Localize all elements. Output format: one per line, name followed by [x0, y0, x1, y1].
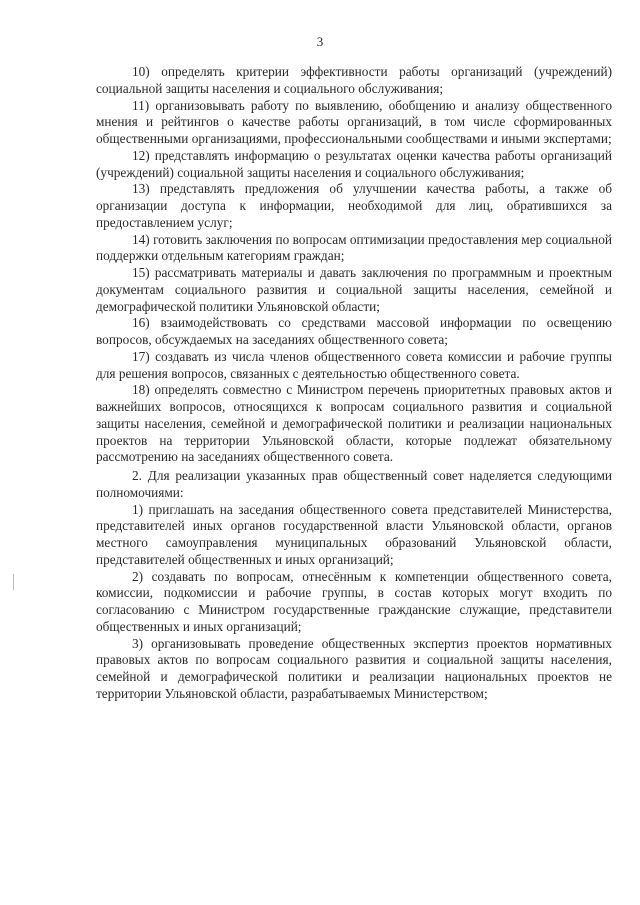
page-number: 3 [316, 34, 324, 49]
document-body [96, 64, 612, 703]
power-item-3: 3) организовывать проведение общественных экспертиз проектов нормативных правовых актов по вопросам социального развития и социальной защиты населения, семейной и демографической политики и реализации национальных проектов не территории Ульяновской области, разрабатываемых Министерством; [96, 635, 612, 701]
list-item-15: 15) рассматривать материалы и давать заключения по программным и проектным документам социального развития и социальной защиты населения, семейной и демографической политики Ульяновской области; [96, 265, 612, 314]
list-item-18: 18) определять совместно с Министром перечень приоритетных правовых актов и важнейших вопросов, относящихся к вопросам социального развития и социальной защиты населения, семейной и демографической политики и реализации национальных проектов на территории Ульяновской области, которые подлежат обязательному рассмотрению на заседаниях общественного совета. [96, 382, 612, 465]
list-item-17: 17) создавать из числа членов общественного совета комиссии и рабочие группы для решения вопросов, связанных с деятельностью общественного совета. [96, 348, 612, 381]
scan-artifact-mark [13, 574, 14, 590]
list-item-13: 13) представлять предложения об улучшении качества работы, а также об организации доступа к информации, необходимой для лиц, обратившихся за предоставлением услуг; [96, 181, 612, 230]
power-item-2: 2) создавать по вопросам, отнесённым к компетенции общественного совета, комиссии, подкомиссии и рабочие группы, в состав которых могут входить по согласованию с Министром государственные гражданские служащие, представители общественных и иных организаций; [96, 568, 612, 634]
list-item-11: 11) организовывать работу по выявлению, обобщению и анализу общественного мнения и рейтингов о качестве работы организаций, в том числе сформированных общественными организациями, профессиональными сообществами и иными экспертами; [96, 97, 612, 146]
power-item-1: 1) приглашать на заседания общественного совета представителей Министерства, представителей иных органов государственной власти Ульяновской области, органов местного самоуправления муниципальных образований Ульяновской области, представителей общественных и иных организаций; [96, 501, 612, 567]
list-item-16: 16) взаимодействовать со средствами массовой информации по освещению вопросов, обсуждаемых на заседаниях общественного совета; [96, 315, 612, 347]
list-item-14: 14) готовить заключения по вопросам оптимизации предоставления мер социальной поддержки отдельным категориям граждан; [96, 231, 612, 264]
section-2-intro: 2. Для реализации указанных прав общественный совет наделяется следующими полномочиями: [96, 468, 612, 500]
list-item-10: 10) определять критерии эффективности работы организаций (учреждений) социальной защиты населения и социального обслуживания; [96, 64, 612, 96]
list-item-12: 12) представлять информацию о результатах оценки качества работы организаций (учреждений) социальной защиты населения и социального обслуживания; [96, 147, 612, 180]
